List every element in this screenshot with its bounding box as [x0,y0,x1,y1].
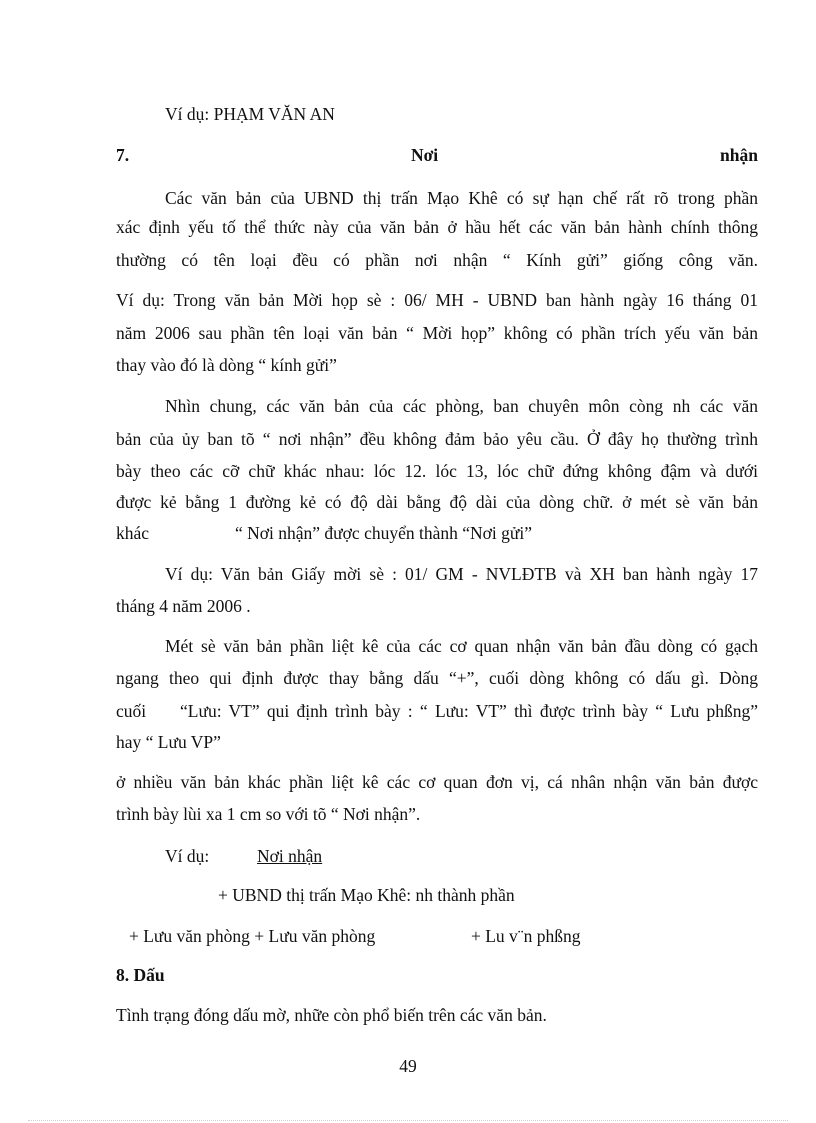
paragraph-line: tháng 4 năm 2006 . [116,596,251,616]
paragraph-line-start: cuối [116,701,147,721]
paragraph-line-start: khác [116,523,150,543]
paragraph-line: Nhìn chung, các văn bản của các phòng, ban chuyên môn còng nh các văn [165,396,758,416]
paragraph-line: Ví dụ: Trong văn bản Mời họp sè : 06/ MH - UBND ban hành ngày 16 tháng 01 [116,290,758,310]
paragraph-line: ngang theo qui định được thay bằng dấu “+”, cuối dòng không có dấu gì. Dòng [116,668,758,688]
recipient-item: + Lưu văn phòng + Lưu văn phòng [129,926,376,946]
paragraph-line: trình bày lùi xa 1 cm so với tõ “ Nơi nhận”. [116,804,421,824]
paragraph-line: bày theo các cỡ chữ khác nhau: lóc 12. lóc 13, lóc chữ đứng không đậm và dưới [116,461,758,481]
paragraph-line: thay vào đó là dòng “ kính gửi” [116,355,337,375]
recipient-item: + Lu v¨n phßng [471,926,581,946]
paragraph-line-rest: “Lưu: VT” qui định trình bày : “ Lưu: VT” thì được trình bày “ Lưu phßng” [180,701,758,721]
page-number: 49 [399,1056,417,1076]
example-label: Ví dụ: [165,846,210,866]
recipient-item: + UBND thị trấn Mạo Khê: nh thành phần [218,885,515,905]
paragraph-line: thường có tên loại đều có phần nơi nhận “ Kính gửi” giống công văn. [116,250,758,270]
example-name-line: Ví dụ: PHẠM VĂN AN [165,104,335,124]
paragraph-line: được kẻ bằng 1 đường kẻ có độ dài bằng độ dài của dòng chữ. ở mét sè văn bản [116,492,758,512]
section-7-word-nhan: nhận [720,145,758,165]
section-8-heading: 8. Dấu [116,965,165,985]
paragraph-line: bản của ủy ban tõ “ nơi nhận” đều không đảm bảo yêu cầu. Ở đây họ thường trình [116,429,758,449]
paragraph-line: Các văn bản của UBND thị trấn Mạo Khê có sự hạn chế rất rõ trong phần [165,188,758,208]
section-7-heading [116,144,758,166]
paragraph-line: hay “ Lưu VP” [116,732,221,752]
paragraph-line: Mét sè văn bản phần liệt kê của các cơ quan nhận văn bản đầu dòng có gạch [165,636,758,656]
footer-divider [28,1120,788,1121]
paragraph-line: xác định yếu tố thể thức này của văn bản ở hầu hết các văn bản hành chính thông [116,217,758,237]
paragraph-line: Tình trạng đóng dấu mờ, nhữe còn phổ biến trên các văn bản. [116,1005,547,1025]
section-7-number: 7. [116,145,130,165]
paragraph-line-rest: “ Nơi nhận” được chuyển thành “Nơi gửi” [235,523,532,543]
paragraph-line: năm 2006 sau phần tên loại văn bản “ Mời họp” không có phần trích yếu văn bản [116,323,758,343]
recipient-heading: Nơi nhận [257,846,323,866]
paragraph-line: Ví dụ: Văn bản Giấy mời sè : 01/ GM - NVLĐTB và XH ban hành ngày 17 [165,564,758,584]
section-7-word-noi: Nơi [410,145,439,165]
paragraph-line: ở nhiều văn bản khác phần liệt kê các cơ quan đơn vị, cá nhân nhận văn bản được [116,772,758,792]
